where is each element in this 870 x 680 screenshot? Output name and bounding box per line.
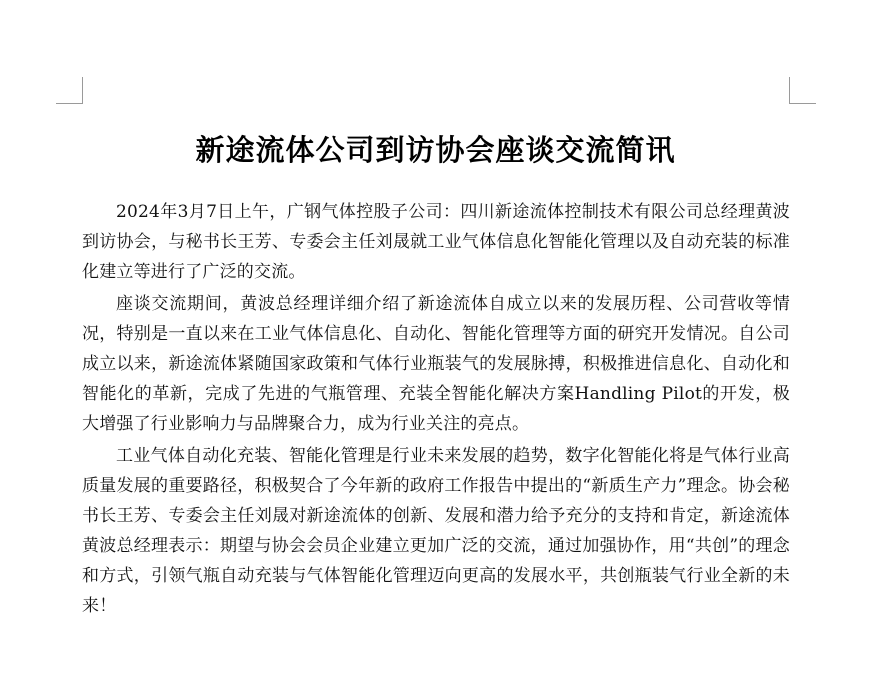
page-corner-mark-top-left [56,77,83,104]
document-title: 新途流体公司到访协会座谈交流简讯 [195,133,676,167]
document-body [82,197,790,623]
paragraph-3: 工业气体自动化充装、智能化管理是行业未来发展的趋势，数字化智能化将是气体行业高质量发展的重要路径，积极契合了今年新的政府工作报告中提出的“新质生产力”理念。协会秘书长王芳、专委会主任刘晟对新途流体的创新、发展和潜力给予充分的支持和肯定，新途流体黄波总经理表示：期望与协会会员企业建立更加广泛的交流，通过加强协作，用“共创”的理念和方式，引领气瓶自动充装与气体智能化管理迈向更高的发展水平，共创瓶装气行业全新的未来！ [82,446,790,616]
page-corner-mark-top-right [789,77,816,104]
paragraph-1: 2024年3月7日上午，广钢气体控股子公司：四川新途流体控制技术有限公司总经理黄波到访协会，与秘书长王芳、专委会主任刘晟就工业气体信息化智能化管理以及自动充装的标准化建立等进行了广泛的交流。 [82,202,790,282]
paragraph-2: 座谈交流期间，黄波总经理详细介绍了新途流体自成立以来的发展历程、公司营收等情况，特别是一直以来在工业气体信息化、自动化、智能化管理等方面的研究开发情况。自公司成立以来，新途流体紧随国家政策和气体行业瓶装气的发展脉搏，积极推进信息化、自动化和智能化的革新，完成了先进的气瓶管理、充装全智能化解决方案Handling Pilot的开发，极大增强了行业影响力与品牌聚合力，成为行业关注的亮点。 [82,294,790,434]
